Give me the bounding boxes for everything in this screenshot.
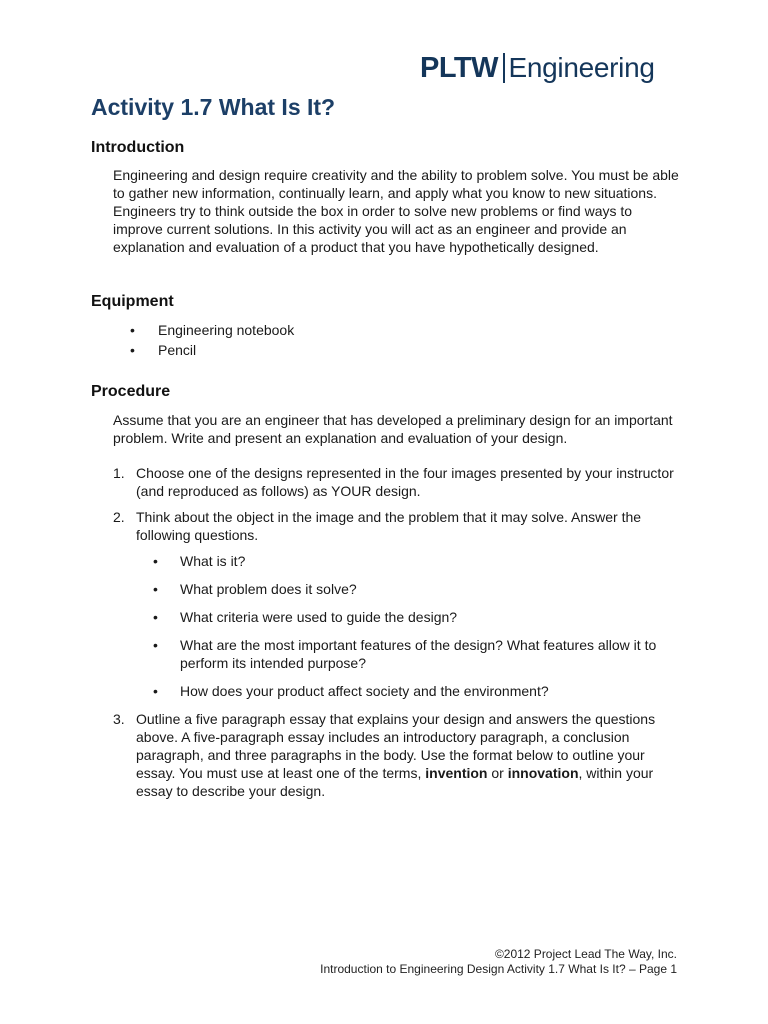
equipment-list (113, 321, 294, 361)
procedure-step-1 (113, 464, 683, 500)
question-item: • What is it? (136, 552, 684, 570)
term-invention: invention (425, 765, 488, 781)
footer-copyright: ©2012 Project Lead The Way, Inc. (494, 947, 677, 961)
step-text (136, 710, 683, 800)
page-title: Activity 1.7 What Is It? (91, 94, 336, 120)
logo-divider (503, 53, 505, 83)
term-innovation: innovation (507, 765, 579, 781)
equipment-heading: Equipment (91, 293, 174, 310)
step-text-part: or (487, 765, 508, 781)
question-item: • What problem does it solve? (136, 580, 684, 598)
procedure-heading: Procedure (91, 383, 171, 400)
equipment-item: • Engineering notebook (113, 321, 294, 339)
procedure-step-3 (113, 710, 683, 800)
equipment-item: • Pencil (113, 341, 294, 359)
step-text: Think about the object in the image and the problem that it may solve. Answer the following questions. (136, 509, 642, 543)
step-text-part: , within your essay to describe your design. (136, 765, 654, 799)
logo-brand: PLTW (420, 51, 498, 84)
introduction-paragraph: Engineering and design require creativity and the ability to problem solve. You must be able to gather new information, continually learn, and apply what you know to new situations. Engineers try to think outside the box in order to solve new problems or find ways to improve current solutions. In this activity you will act as an engineer and provide an explanation and evaluation of a product that you have hypothetically designed. (113, 167, 679, 255)
step-text-part: Outline a five paragraph essay that explains your design and answers the questions above. A five-paragraph essay includes an introductory paragraph, a conclusion paragraph, and three paragraphs in the body. Use the format below to outline your essay. You must use at least one of the terms, (136, 711, 656, 781)
step-number: 3. (113, 711, 125, 727)
logo-subtitle: Engineering (508, 52, 655, 83)
question-item: • What are the most important features of the design? What features allow it to perform its intended purpose? (136, 636, 684, 672)
step-number: 1. (113, 465, 125, 481)
question-item: • What criteria were used to guide the design? (136, 608, 684, 626)
procedure-step-2 (113, 508, 683, 544)
pltw-engineering-logo (420, 48, 655, 88)
procedure-intro: Assume that you are an engineer that has developed a preliminary design for an important problem. Write and present an explanation and evaluation of your design. (113, 412, 673, 446)
step-text: Choose one of the designs represented in the four images presented by your instructor (and reproduced as follows) as YOUR design. (136, 465, 674, 499)
footer-page-info: Introduction to Engineering Design Activity 1.7 What Is It? – Page 1 (320, 962, 677, 976)
page-footer (320, 947, 677, 977)
introduction-heading: Introduction (91, 139, 185, 156)
question-item: • How does your product affect society and the environment? (136, 682, 684, 700)
question-list (136, 552, 684, 710)
step-number: 2. (113, 509, 125, 525)
